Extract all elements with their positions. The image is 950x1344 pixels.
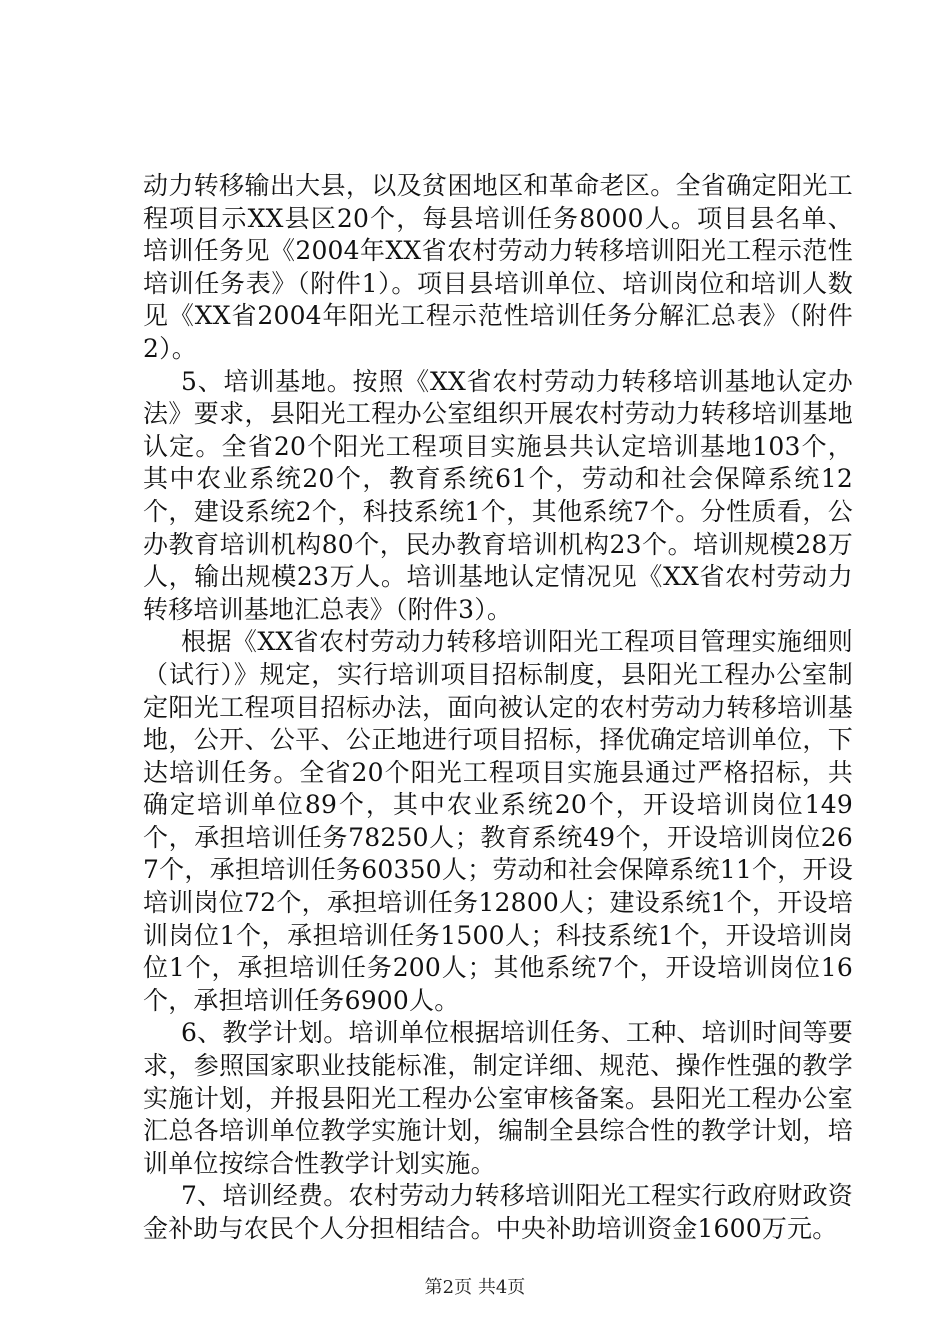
paragraph-continuation: 动力转移输出大县，以及贫困地区和革命老区。全省确定阳光工程项目示XX县区20个，每县培训任务8000人。项目县名单、培训任务见《2004年XX省农村劳动力转移培训阳光工程示范性培训任务表》（附件1）。项目县培训单位、培训岗位和培训人数见《XX省2004年阳光工程示范性培训任务分解汇总表》（附件2）。 [143, 171, 853, 363]
paragraph-training-base: 5、培训基地。按照《XX省农村劳动力转移培训基地认定办法》要求，县阳光工程办公室组织开展农村劳动力转移培训基地认定。全省20个阳光工程项目实施县共认定培训基地103个，其中农业系统20个，教育系统61个，劳动和社会保障系统12个，建设系统2个，科技系统1个，其他系统7个。分性质看，公办教育培训机构80个，民办教育培训机构23个。培训规模28万人，输出规模23万人。培训基地认定情况见《XX省农村劳动力转移培训基地汇总表》（附件3）。 [143, 366, 853, 624]
document-body [143, 170, 853, 1246]
page-footer: 第2页 共4页 [424, 1277, 526, 1298]
paragraph-bidding: 根据《XX省农村劳动力转移培训阳光工程项目管理实施细则（试行）》规定，实行培训项目招标制度，县阳光工程办公室制定阳光工程项目招标办法，面向被认定的农村劳动力转移培训基地，公开、公平、公正地进行项目招标，择优确定培训单位，下达培训任务。全省20个阳光工程项目实施县通过严格招标，共确定培训单位89个，其中农业系统20个，开设培训岗位149个，承担培训任务78250人；教育系统49个，开设培训岗位267个，承担培训任务60350人；劳动和社会保障系统11个，开设培训岗位72个，承担培训任务12800人；建设系统1个，开设培训岗位1个，承担培训任务1500人；科技系统1个，开设培训岗位1个，承担培训任务200人；其他系统7个，开设培训岗位16个，承担培训任务6900人。 [143, 627, 853, 1015]
paragraph-teaching-plan: 6、教学计划。培训单位根据培训任务、工种、培训时间等要求，参照国家职业技能标准，制定详细、规范、操作性强的教学实施计划，并报县阳光工程办公室审核备案。县阳光工程办公室汇总各培训单位教学实施计划，编制全县综合性的教学计划，培训单位按综合性教学计划实施。 [143, 1018, 853, 1178]
paragraph-training-funds: 7、培训经费。农村劳动力转移培训阳光工程实行政府财政资金补助与农民个人分担相结合。中央补助培训资金1600万元。 [143, 1181, 853, 1243]
